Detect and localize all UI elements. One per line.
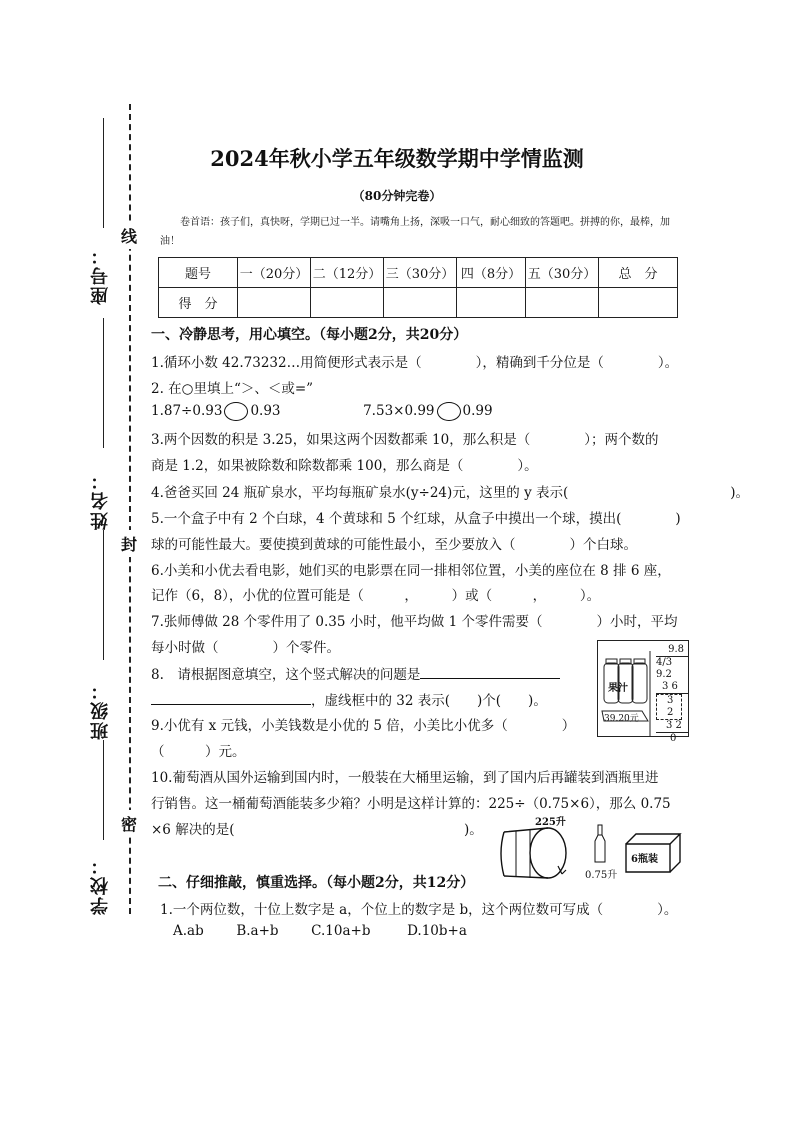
question-10-line2: 行销售。这一桶葡萄酒能装多少箱？小明是这样计算的：225÷（0.75×6），那么 0.75	[151, 796, 671, 812]
intro-text: 卷首语：孩子们，真快呀，学期已过一半。请嘴角上扬，深吸一口气，耐心细致的答题吧。拼搏的你，最棒，加油！	[160, 217, 670, 247]
question-4: 4.爸爸买回 24 瓶矿泉水，平均每瓶矿泉水(y÷24)元，这里的 y 表示( )。	[151, 485, 750, 501]
division-dividend: 4/3 9.2	[656, 656, 688, 681]
question-9-line2: （ ）元。	[151, 744, 246, 760]
option-a[interactable]: A.ab	[173, 923, 204, 939]
division-remainder: 0	[670, 733, 677, 744]
score-cell[interactable]	[599, 288, 678, 318]
division-working	[656, 644, 688, 745]
seat-label: 座号：	[90, 245, 111, 305]
seal-seal-char: 封	[121, 530, 137, 557]
section2-heading: 二、仔细推敲，慎重选择。（每小题2分，共12分）	[158, 875, 475, 891]
question-6-line1: 6.小美和小优去看电影，她们买的电影票在同一排相邻位置，小美的座位在 8 排 6 座，	[151, 563, 671, 579]
score-table-score-row	[159, 288, 678, 318]
question-9-line1: 9.小优有 x 元钱，小美钱数是小优的 5 倍，小美比小优多（ ）	[151, 718, 576, 734]
option-d[interactable]: D.10b+a	[407, 923, 467, 939]
seal-mi-char: 密	[121, 810, 137, 837]
page-subtitle: （80分钟完卷）	[352, 189, 442, 203]
barrel-label: 225升	[535, 817, 566, 828]
score-header-cell: 题号	[159, 258, 238, 288]
barrel-icon	[496, 826, 576, 882]
score-cell[interactable]	[311, 288, 384, 318]
school-field[interactable]	[103, 740, 104, 840]
score-cell[interactable]	[238, 288, 311, 318]
section2-question-1: 1.一个两位数，十位上数字是 a，个位上的数字是 b，这个两位数可写成（ ）。	[160, 902, 678, 918]
option-c[interactable]: C.10a+b	[311, 923, 371, 939]
class-label: 班级：	[90, 680, 111, 740]
seat-field[interactable]	[103, 118, 104, 228]
juice-division-figure	[597, 640, 689, 744]
class-field[interactable]	[103, 530, 104, 660]
question-5-line1: 5.一个盒子中有 2 个白球，4 个黄球和 5 个红球，从盒子中摸出一个球，摸出( )	[151, 511, 681, 527]
question-5-line2: 球的可能性最大。要使摸到黄球的可能性最小，至少要放入（ ）个白球。	[151, 537, 637, 553]
question-1: 1.循环小数 42.73232…用简便形式表示是（ ），精确到千分位是（ ）。	[151, 355, 679, 371]
answer-blank[interactable]	[420, 664, 560, 679]
page-title: 2024年秋小学五年级数学期中学情监测	[210, 146, 584, 171]
score-cell[interactable]	[384, 288, 457, 318]
bottle-label: 0.75升	[585, 870, 618, 881]
juice-price: 39.20元	[604, 714, 639, 724]
q8-text: 8. 请根据图意填空，这个竖式解决的问题是	[151, 667, 421, 683]
division-step: 3 2	[656, 720, 688, 733]
question-3-line2: 商是 1.2，如果被除数和除数都乘 100，那么商是（ ）。	[151, 458, 538, 474]
division-dashed-32: 3 2	[656, 694, 682, 720]
q2a-right: 0.93	[250, 403, 281, 419]
score-header-cell: 总 分	[599, 258, 678, 288]
q2b-left: 7.53×0.99	[363, 403, 435, 419]
seal-line-char: 线	[121, 222, 137, 249]
score-header-cell: 三（30分）	[384, 258, 457, 288]
option-b[interactable]: B.a+b	[236, 923, 279, 939]
question-2: 2. 在○里填上“＞、＜或=”	[151, 381, 314, 397]
question-2-items	[151, 402, 493, 421]
score-cell[interactable]	[526, 288, 599, 318]
score-row-label: 得 分	[159, 288, 238, 318]
answer-blank[interactable]	[151, 690, 311, 705]
question-8-line1	[151, 663, 560, 683]
compare-circle[interactable]	[437, 402, 461, 421]
division-step: 3 6	[656, 681, 688, 694]
bottle-icon	[593, 824, 607, 864]
question-7-line2: 每小时做（ ）个零件。	[151, 640, 340, 656]
name-label: 姓名：	[90, 470, 111, 530]
score-header-cell: 四（8分）	[457, 258, 526, 288]
score-table-header-row	[159, 258, 678, 288]
score-table	[158, 257, 678, 318]
score-header-cell: 二（12分）	[311, 258, 384, 288]
box-label: 6瓶装	[631, 854, 658, 865]
division-quotient: 9.8	[668, 644, 684, 655]
question-10-line1: 10.葡萄酒从国外运输到国内时，一般装在大桶里运输，到了国内后再罐装到酒瓶里进	[151, 770, 659, 786]
compare-circle[interactable]	[224, 402, 248, 421]
question-7-line1: 7.张师傅做 28 个零件用了 0.35 小时，他平均做 1 个零件需要（ ）小时，平均	[151, 614, 678, 630]
q8-text2: ，虚线框中的 32 表示( )个( )。	[311, 693, 547, 709]
score-header-cell: 一（20分）	[238, 258, 311, 288]
q2a-left: 1.87÷0.93	[151, 403, 223, 419]
school-label: 学校：	[90, 855, 111, 915]
question-6-line2: 记作（6，8），小优的位置可能是（ ， ）或（ ， ）。	[151, 588, 601, 604]
question-10-line3: ×6 解决的是( )。	[151, 822, 483, 838]
juice-label: 果汁	[608, 683, 628, 694]
name-field[interactable]	[103, 318, 104, 448]
question-3-line1: 3.两个因数的积是 3.25，如果这两个因数都乘 10，那么积是（ ）；两个数的	[151, 432, 659, 448]
question-8-line2	[151, 689, 547, 709]
score-header-cell: 五（30分）	[526, 258, 599, 288]
section2-q1-options	[173, 923, 467, 939]
section1-heading: 一、冷静思考，用心填空。（每小题2分，共20分）	[151, 327, 468, 343]
q2b-right: 0.99	[462, 403, 493, 419]
score-cell[interactable]	[457, 288, 526, 318]
